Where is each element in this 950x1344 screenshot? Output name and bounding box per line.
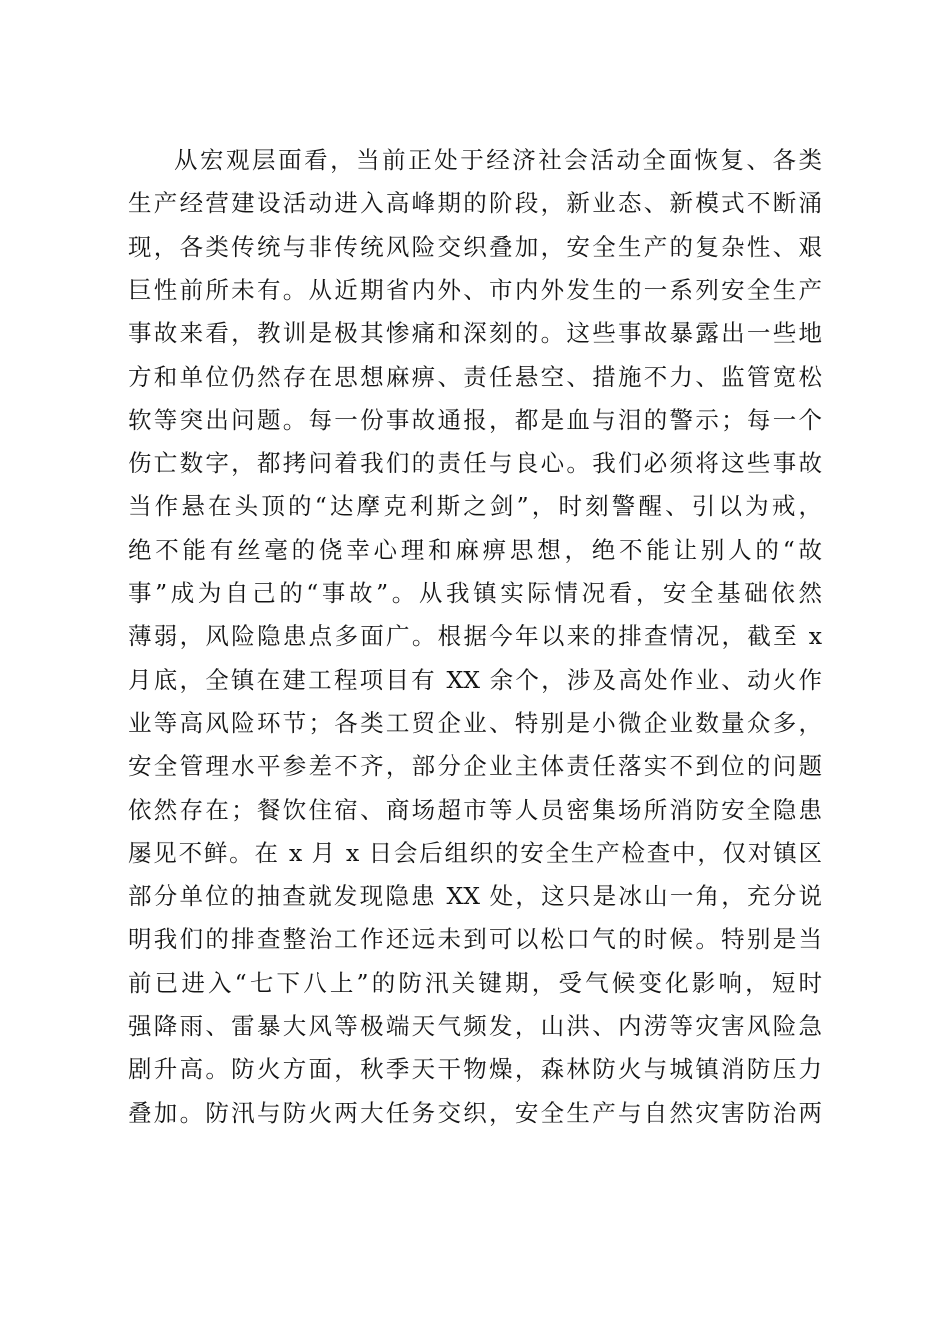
paragraph-line: 从宏观层面看，当前正处于经济社会活动全面恢复、各类: [174, 146, 822, 174]
paragraph-line: 前已进入“七下八上”的防汛关键期，受气候变化影响，短时: [128, 968, 822, 997]
paragraph-line: 屡见不鲜。在 x 月 x 日会后组织的安全生产检查中，仅对镇区: [128, 838, 822, 867]
paragraph-line: 事故来看，教训是极其惨痛和深刻的。这些事故暴露出一些地: [128, 319, 822, 348]
paragraph-line: 方和单位仍然存在思想麻痹、责任悬空、措施不力、监管宽松: [128, 362, 822, 391]
paragraph-line: 生产经营建设活动进入高峰期的阶段，新业态、新模式不断涌: [128, 189, 822, 218]
paragraph-line: 伤亡数字，都拷问着我们的责任与良心。我们必须将这些事故: [128, 449, 822, 478]
paragraph-line: 依然存在；餐饮住宿、商场超市等人员密集场所消防安全隐患: [128, 795, 822, 824]
paragraph-line: 现，各类传统与非传统风险交织叠加，安全生产的复杂性、艰: [128, 232, 822, 261]
paragraph-line: 业等高风险环节；各类工贸企业、特别是小微企业数量众多，: [128, 708, 822, 737]
paragraph-line: 薄弱，风险隐患点多面广。根据今年以来的排查情况，截至 x: [128, 622, 822, 651]
paragraph-line: 月底，全镇在建工程项目有 XX 余个，涉及高处作业、动火作: [128, 665, 822, 694]
paragraph-line: 当作悬在头顶的“达摩克利斯之剑”，时刻警醒、引以为戒，: [128, 492, 822, 521]
paragraph-line: 叠加。防汛与防火两大任务交织，安全生产与自然灾害防治两: [128, 1098, 822, 1127]
paragraph-line: 绝不能有丝毫的侥幸心理和麻痹思想，绝不能让别人的“故: [128, 535, 822, 564]
paragraph-line: 部分单位的抽查就发现隐患 XX 处，这只是冰山一角，充分说: [128, 882, 822, 911]
paragraph-line: 剧升高。防火方面，秋季天干物燥，森林防火与城镇消防压力: [128, 1055, 822, 1084]
paragraph-line: 安全管理水平参差不齐，部分企业主体责任落实不到位的问题: [128, 752, 822, 781]
paragraph-line: 软等突出问题。每一份事故通报，都是血与泪的警示；每一个: [128, 405, 822, 434]
paragraph-line: 强降雨、雷暴大风等极端天气频发，山洪、内涝等灾害风险急: [128, 1012, 822, 1040]
paragraph-line: 巨性前所未有。从近期省内外、市内外发生的一系列安全生产: [128, 275, 822, 304]
paragraph-line: 事”成为自己的“事故”。从我镇实际情况看，安全基础依然: [128, 579, 822, 607]
paragraph-line: 明我们的排查整治工作还远未到可以松口气的时候。特别是当: [128, 925, 822, 954]
